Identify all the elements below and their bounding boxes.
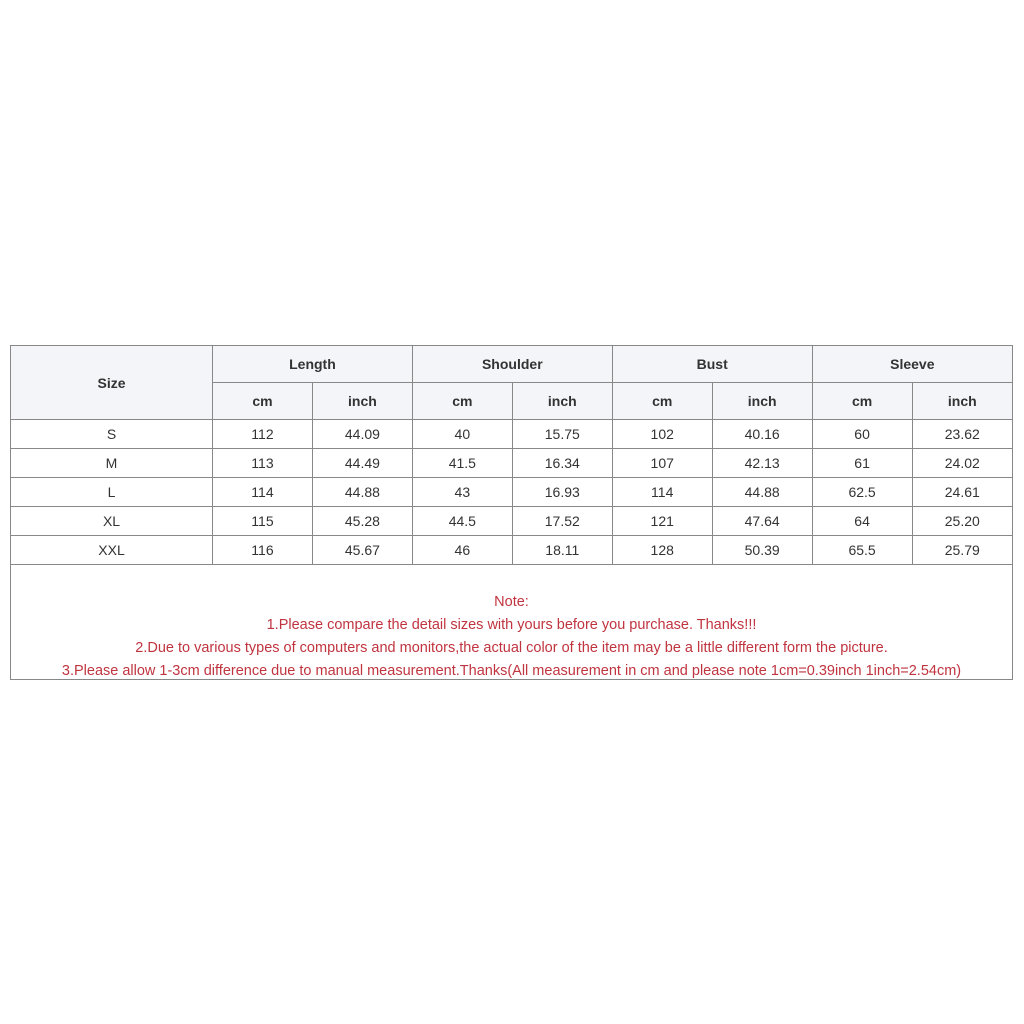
value-cell: 64 bbox=[812, 507, 912, 536]
value-cell: 44.88 bbox=[712, 478, 812, 507]
value-cell: 17.52 bbox=[512, 507, 612, 536]
value-cell: 24.02 bbox=[912, 449, 1012, 478]
value-cell: 43 bbox=[412, 478, 512, 507]
value-cell: 47.64 bbox=[712, 507, 812, 536]
value-cell: 15.75 bbox=[512, 420, 612, 449]
value-cell: 121 bbox=[612, 507, 712, 536]
size-cell: M bbox=[11, 449, 213, 478]
table-row bbox=[11, 420, 1012, 449]
notes-title: Note: bbox=[494, 594, 529, 610]
value-cell: 102 bbox=[612, 420, 712, 449]
value-cell: 50.39 bbox=[712, 536, 812, 565]
value-cell: 40 bbox=[412, 420, 512, 449]
size-cell: XL bbox=[11, 507, 213, 536]
header-row-groups bbox=[11, 346, 1012, 383]
value-cell: 44.88 bbox=[312, 478, 412, 507]
value-cell: 42.13 bbox=[712, 449, 812, 478]
value-cell: 23.62 bbox=[912, 420, 1012, 449]
value-cell: 46 bbox=[412, 536, 512, 565]
unit-header: cm bbox=[213, 383, 313, 420]
value-cell: 25.20 bbox=[912, 507, 1012, 536]
group-header-length: Length bbox=[213, 346, 413, 383]
unit-header: cm bbox=[412, 383, 512, 420]
group-header-bust: Bust bbox=[612, 346, 812, 383]
unit-header: inch bbox=[712, 383, 812, 420]
value-cell: 16.34 bbox=[512, 449, 612, 478]
value-cell: 44.5 bbox=[412, 507, 512, 536]
unit-header: cm bbox=[812, 383, 912, 420]
value-cell: 115 bbox=[213, 507, 313, 536]
value-cell: 16.93 bbox=[512, 478, 612, 507]
value-cell: 114 bbox=[612, 478, 712, 507]
value-cell: 45.67 bbox=[312, 536, 412, 565]
value-cell: 18.11 bbox=[512, 536, 612, 565]
table-row bbox=[11, 507, 1012, 536]
value-cell: 40.16 bbox=[712, 420, 812, 449]
size-header: Size bbox=[11, 346, 213, 420]
value-cell: 24.61 bbox=[912, 478, 1012, 507]
value-cell: 116 bbox=[213, 536, 313, 565]
table-row bbox=[11, 478, 1012, 507]
note-line: 2.Due to various types of computers and monitors,the actual color of the item may be a little different form the picture. bbox=[135, 640, 888, 656]
unit-header: cm bbox=[612, 383, 712, 420]
note-line: 1.Please compare the detail sizes with yours before you purchase. Thanks!!! bbox=[266, 617, 757, 633]
unit-header: inch bbox=[912, 383, 1012, 420]
value-cell: 60 bbox=[812, 420, 912, 449]
value-cell: 61 bbox=[812, 449, 912, 478]
notes-section bbox=[11, 565, 1012, 679]
value-cell: 41.5 bbox=[412, 449, 512, 478]
value-cell: 25.79 bbox=[912, 536, 1012, 565]
size-table bbox=[11, 346, 1012, 565]
value-cell: 45.28 bbox=[312, 507, 412, 536]
size-cell: L bbox=[11, 478, 213, 507]
unit-header: inch bbox=[312, 383, 412, 420]
group-header-shoulder: Shoulder bbox=[412, 346, 612, 383]
size-cell: XXL bbox=[11, 536, 213, 565]
value-cell: 128 bbox=[612, 536, 712, 565]
value-cell: 107 bbox=[612, 449, 712, 478]
note-line: 3.Please allow 1-3cm difference due to manual measurement.Thanks(All measurement in cm and please note 1cm=0.39inch 1inch=2.54cm) bbox=[61, 663, 962, 679]
value-cell: 44.09 bbox=[312, 420, 412, 449]
value-cell: 112 bbox=[213, 420, 313, 449]
size-cell: S bbox=[11, 420, 213, 449]
size-chart bbox=[10, 345, 1013, 680]
value-cell: 113 bbox=[213, 449, 313, 478]
table-row bbox=[11, 449, 1012, 478]
value-cell: 65.5 bbox=[812, 536, 912, 565]
value-cell: 114 bbox=[213, 478, 313, 507]
group-header-sleeve: Sleeve bbox=[812, 346, 1012, 383]
table-row bbox=[11, 536, 1012, 565]
value-cell: 62.5 bbox=[812, 478, 912, 507]
value-cell: 44.49 bbox=[312, 449, 412, 478]
unit-header: inch bbox=[512, 383, 612, 420]
